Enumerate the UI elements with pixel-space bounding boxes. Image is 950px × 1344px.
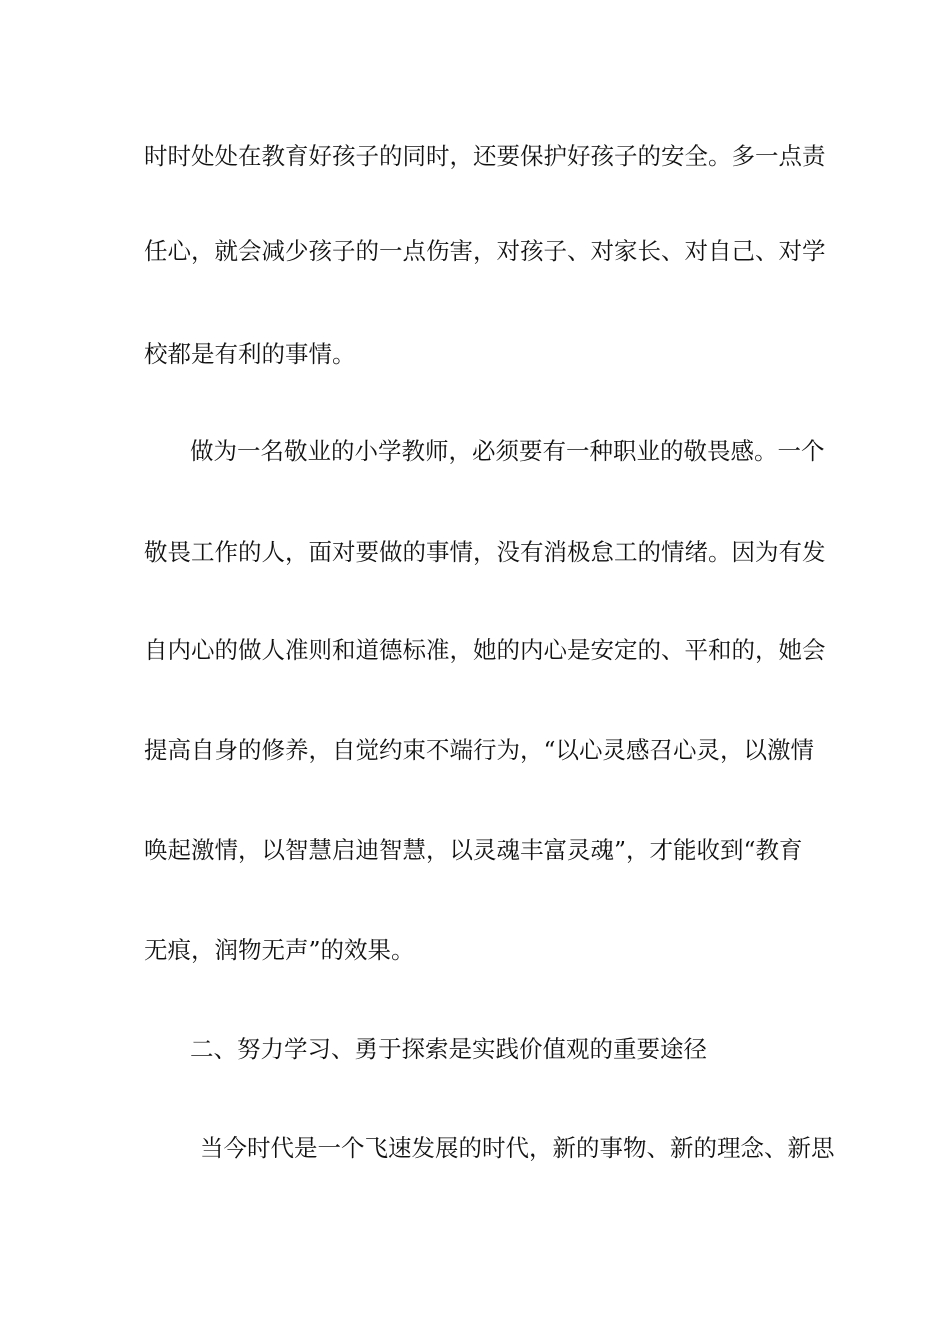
text-line-6: 自内心的做人准则和道德标准，她的内心是安定的、平和的，她会 (144, 636, 826, 664)
text-line-7: 提高自身的修养，自觉约束不端行为，“以心灵感召心灵，以激情 (144, 736, 815, 764)
paragraph-start-line-2: 当今时代是一个飞速发展的时代，新的事物、新的理念、新思 (200, 1134, 835, 1162)
text-line-3: 校都是有利的事情。 (144, 340, 356, 368)
text-line-8: 唤起激情，以智慧启迪智慧，以灵魂丰富灵魂”，才能收到“教育 (144, 836, 803, 864)
text-line-1: 时时处处在教育好孩子的同时，还要保护好孩子的安全。多一点责 (144, 142, 826, 170)
paragraph-start-line: 做为一名敬业的小学教师，必须要有一种职业的敬畏感。一个 (190, 437, 825, 465)
text-line-9: 无痕，润物无声”的效果。 (144, 936, 415, 964)
text-line-2: 任心，就会减少孩子的一点伤害，对孩子、对家长、对自己、对学 (144, 237, 826, 265)
section-heading: 二、努力学习、勇于探索是实践价值观的重要途径 (190, 1035, 707, 1063)
text-line-5: 敬畏工作的人，面对要做的事情，没有消极怠工的情绪。因为有发 (144, 538, 826, 566)
